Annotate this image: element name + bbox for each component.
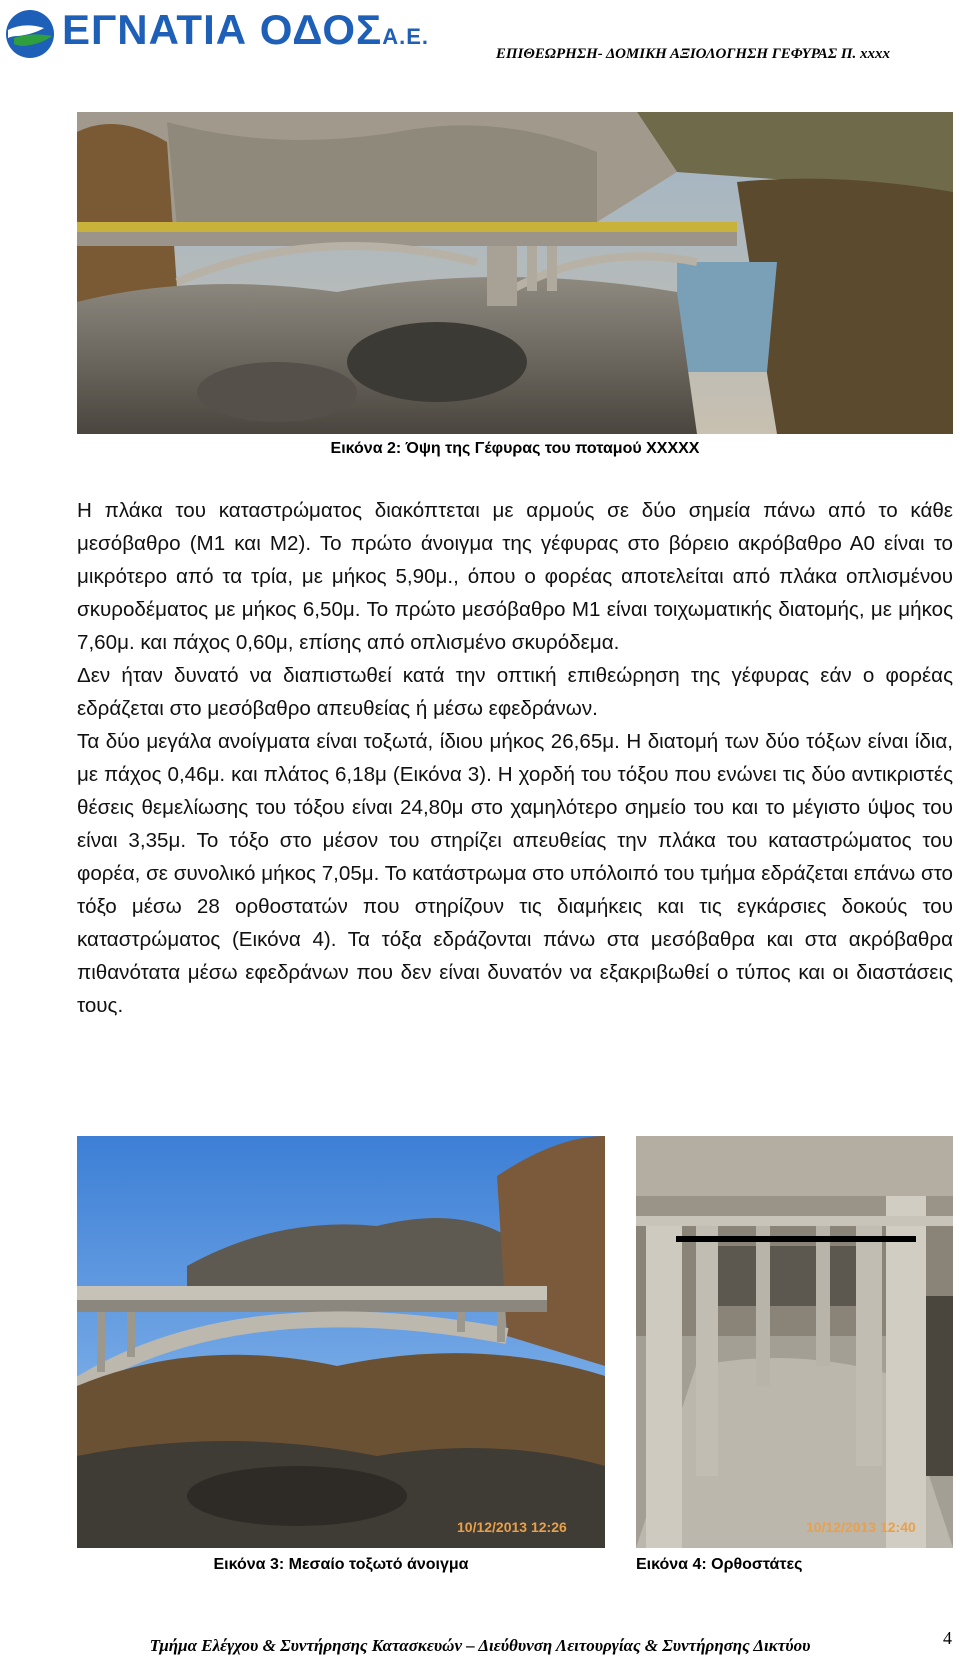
page-footer: Τμήμα Ελέγχου & Συντήρησης Κατασκευών – Διεύθυνση Λειτουργίας & Συντήρησης Δικτύου	[149, 1636, 811, 1655]
page-header	[0, 0, 960, 70]
globe-logo-icon	[4, 8, 56, 60]
paragraph-1: Η πλάκα του καταστρώματος διακόπτεται με αρμούς σε δύο σημεία πάνω από το κάθε μεσόβαθρο (Μ1 και Μ2). Το πρώτο άνοιγμα της γέφυρας στο βόρειο ακρόβαθρο Α0 είναι το μικρότερο από τα τρία, με μήκος 5,90μ., όπου ο φορέας αποτελείται από πλάκα οπλισμένου σκυροδέματος με μήκος 6,50μ. Το πρώτο μεσόβαθρο Μ1 είναι τοιχωματικής διατομής, με μήκος 7,60μ. και πάχος 0,60μ, επίσης από οπλισμένο σκυρόδεμα.	[77, 499, 953, 654]
figure-4-caption: Εικόνα 4: Ορθοστάτες	[636, 1556, 803, 1573]
figure-3-photo	[77, 1136, 605, 1548]
logo-suffix: Α.Ε.	[382, 24, 430, 49]
figure-2-photo	[77, 112, 953, 434]
figure-3-caption: Εικόνα 3: Μεσαίο τοξωτό άνοιγμα	[213, 1556, 469, 1573]
page-number: 4	[943, 1628, 952, 1648]
logo-wordmark	[62, 6, 429, 54]
body-text	[77, 494, 953, 1022]
company-logo	[4, 4, 430, 64]
figure-3-timestamp: 10/12/2013 12:26	[457, 1519, 567, 1535]
figure-2-caption: Εικόνα 2: Όψη της Γέφυρας του ποταμού XXXXX	[330, 440, 700, 457]
document-title: ΕΠΙΘΕΩΡΗΣΗ- ΔΟΜΙΚΗ ΑΞΙΟΛΟΓΗΣΗ ΓΕΦΥΡΑΣ Π. xxxx	[495, 46, 890, 62]
paragraph-3: Τα δύο μεγάλα ανοίγματα είναι τοξωτά, ίδιου μήκος 26,65μ. Η διατομή των δύο τόξων είναι ίδια, με πάχος 0,46μ. και πλάτος 6,18μ (Εικόνα 3). Η χορδή του τόξου που ενώνει τις δύο αντικριστές θέσεις θεμελίωσης του τόξου είναι 24,80μ στο χαμηλότερο σημείο του και το μέγιστο ύψος του είναι 3,35μ. Το τόξο στο μέσον του στηρίζει απευθείας την πλάκα του καταστρώματος του φορέα, σε συνολικό μήκος 7,05μ. Το κατάστρωμα στο υπόλοιπό του τμήμα εδράζεται επάνω στο τόξο μέσω 28 ορθοστατών που στηρίζουν τις διαμήκεις και τις εγκάρσιες δοκούς του καταστρώματος (Εικόνα 4). Τα τόξα εδράζονται πάνω στα μεσόβαθρα και στα ακρόβαθρα πιθανότατα μέσω εφεδράνων που δεν είναι δυνατόν να εξακριβωθεί ο τύπος και οι διαστάσεις τους.	[77, 730, 953, 1017]
paragraph-2: Δεν ήταν δυνατό να διαπιστωθεί κατά την οπτική επιθεώρηση της γέφυρας εάν ο φορέας εδράζεται στο μεσόβαθρο απευθείας ή μέσω εφεδράνων.	[77, 664, 953, 720]
figure-4-timestamp: 10/12/2013 12:40	[806, 1519, 916, 1535]
figure-4-photo	[636, 1136, 953, 1548]
logo-text: ΕΓΝΑΤΙΑ ΟΔΟΣ	[62, 6, 383, 53]
